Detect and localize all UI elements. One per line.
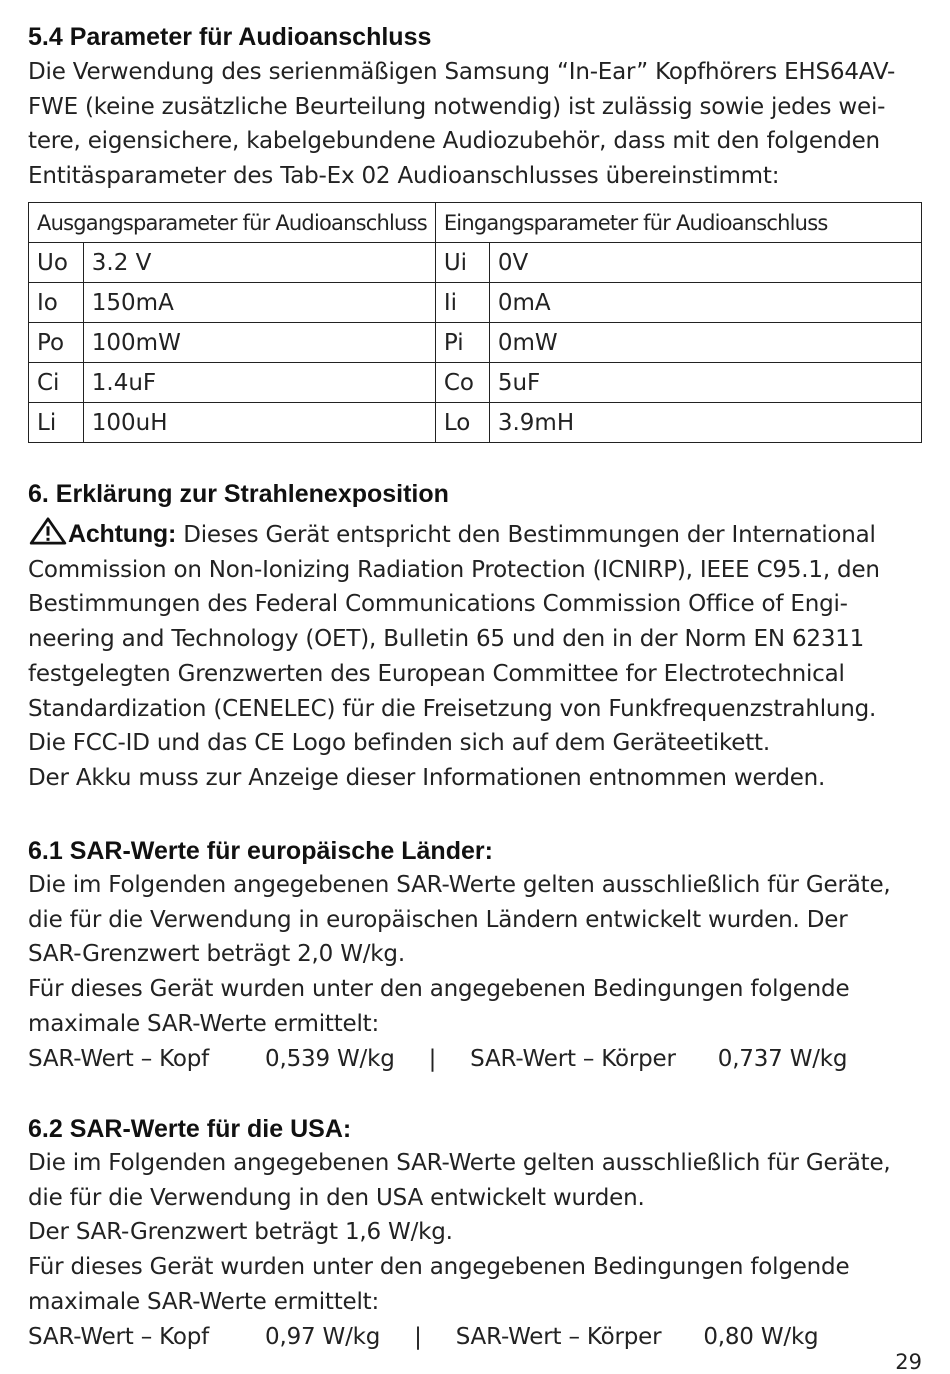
text-line: festgelegten Grenzwerten des European Committee for Electrotechnical <box>28 660 845 687</box>
input-value-cell: 0mA <box>489 283 921 323</box>
input-parameters-header: Eingangsparameter für Audioanschluss <box>435 203 921 243</box>
sar-values-row <box>28 1042 891 1077</box>
text-line: Die FCC-ID und das CE Logo befinden sich auf dem Geräteetikett. <box>28 730 770 757</box>
output-symbol-cell: Ci <box>29 363 84 403</box>
section-heading: 5.4 Parameter für Audioanschluss <box>28 23 432 51</box>
sar-head-value: 0,539 W/kg <box>265 1045 395 1072</box>
section-sar-europe <box>28 834 891 1076</box>
text-line: Entitäsparameter des Tab-Ex 02 Audioanschlusses übereinstimmt: <box>28 163 780 190</box>
text-line: die für die Verwendung in europäischen Ländern entwickelt wurden. Der <box>28 906 848 933</box>
output-symbol-cell: Po <box>29 323 84 363</box>
output-symbol-cell: Uo <box>29 243 84 283</box>
text-line: Standardization (CENELEC) für die Freisetzung von Funkfrequenzstrahlung. <box>28 695 877 722</box>
table-row <box>29 403 922 443</box>
section-paragraph <box>28 1146 891 1354</box>
text-line: FWE (keine zusätzliche Beurteilung notwendig) ist zulässig sowie jedes wei- <box>28 93 886 120</box>
output-value-cell: 1.4uF <box>83 363 435 403</box>
output-value-cell: 3.2 V <box>83 243 435 283</box>
text-line: neering and Technology (OET), Bulletin 65 und den in der Norm EN 62311 <box>28 626 865 653</box>
input-value-cell: 5uF <box>489 363 921 403</box>
section-paragraph <box>28 517 880 796</box>
input-symbol-cell: Pi <box>435 323 489 363</box>
page-number: 29 <box>895 1350 922 1374</box>
table-row <box>29 243 922 283</box>
text-line: maximale SAR-Werte ermittelt: <box>28 1010 380 1037</box>
section-heading: 6.2 SAR-Werte für die USA: <box>28 1115 352 1143</box>
warning-line <box>28 517 880 553</box>
text-line: Commission on Non-Ionizing Radiation Protection (ICNIRP), IEEE C95.1, den <box>28 556 880 583</box>
input-value-cell: 0mW <box>489 323 921 363</box>
text-line: Bestimmungen des Federal Communications Commission Office of Engi- <box>28 591 848 618</box>
text-line: Die im Folgenden angegebenen SAR-Werte gelten ausschließlich für Geräte, <box>28 872 891 898</box>
sar-separator: | <box>428 1045 437 1072</box>
warning-label: Achtung: <box>68 520 177 548</box>
sar-values-row <box>28 1320 891 1355</box>
output-value-cell: 150mA <box>83 283 435 323</box>
output-symbol-cell: Io <box>29 283 84 323</box>
input-symbol-cell: Ii <box>435 283 489 323</box>
text-line: Die im Folgenden angegebenen SAR-Werte gelten ausschließlich für Geräte, <box>28 1150 891 1176</box>
text-line: Für dieses Gerät wurden unter den angegebenen Bedingungen folgende <box>28 976 850 1003</box>
text-line: Der SAR-Grenzwert beträgt 1,6 W/kg. <box>28 1219 453 1246</box>
audio-parameters-table <box>28 202 922 443</box>
table-row <box>29 323 922 363</box>
section-sar-usa <box>28 1112 891 1354</box>
sar-body-value: 0,737 W/kg <box>717 1045 848 1072</box>
section-audio-parameters <box>28 20 895 194</box>
text-line: SAR-Grenzwert beträgt 2,0 W/kg. <box>28 941 405 968</box>
warning-triangle-icon <box>28 517 68 545</box>
output-value-cell: 100uH <box>83 403 435 443</box>
output-value-cell: 100mW <box>83 323 435 363</box>
text-line: Die Verwendung des serienmäßigen Samsung “In-Ear” Kopfhörers EHS64AV- <box>28 59 896 85</box>
warning-text: Dieses Gerät entspricht den Bestimmungen der International <box>176 522 876 548</box>
table-row <box>29 283 922 323</box>
sar-head-label: SAR-Wert – Kopf <box>28 1323 210 1350</box>
input-symbol-cell: Ui <box>435 243 489 283</box>
sar-body-label: SAR-Wert – Körper <box>455 1323 662 1350</box>
section-heading: 6. Erklärung zur Strahlenexposition <box>28 480 449 508</box>
output-symbol-cell: Li <box>29 403 84 443</box>
table-row <box>29 363 922 403</box>
section-radiation-exposure <box>28 477 880 796</box>
sar-head-value: 0,97 W/kg <box>265 1323 381 1350</box>
text-line: maximale SAR-Werte ermittelt: <box>28 1288 380 1315</box>
text-line: Für dieses Gerät wurden unter den angegebenen Bedingungen folgende <box>28 1254 850 1281</box>
text-line: die für die Verwendung in den USA entwickelt wurden. <box>28 1184 645 1211</box>
section-paragraph <box>28 55 895 194</box>
section-heading: 6.1 SAR-Werte für europäische Länder: <box>28 837 493 865</box>
output-parameters-header: Ausgangsparameter für Audioanschluss <box>29 203 436 243</box>
input-symbol-cell: Lo <box>435 403 489 443</box>
text-line: Der Akku muss zur Anzeige dieser Informationen entnommen werden. <box>28 764 826 791</box>
input-symbol-cell: Co <box>435 363 489 403</box>
table-header-row <box>29 203 922 243</box>
sar-body-value: 0,80 W/kg <box>703 1323 819 1350</box>
input-value-cell: 0V <box>489 243 921 283</box>
section-paragraph <box>28 868 891 1076</box>
sar-head-label: SAR-Wert – Kopf <box>28 1045 210 1072</box>
input-value-cell: 3.9mH <box>489 403 921 443</box>
sar-separator: | <box>414 1323 422 1350</box>
text-line: tere, eigensichere, kabelgebundene Audiozubehör, dass mit den folgenden <box>28 128 880 155</box>
sar-body-label: SAR-Wert – Körper <box>470 1045 676 1072</box>
